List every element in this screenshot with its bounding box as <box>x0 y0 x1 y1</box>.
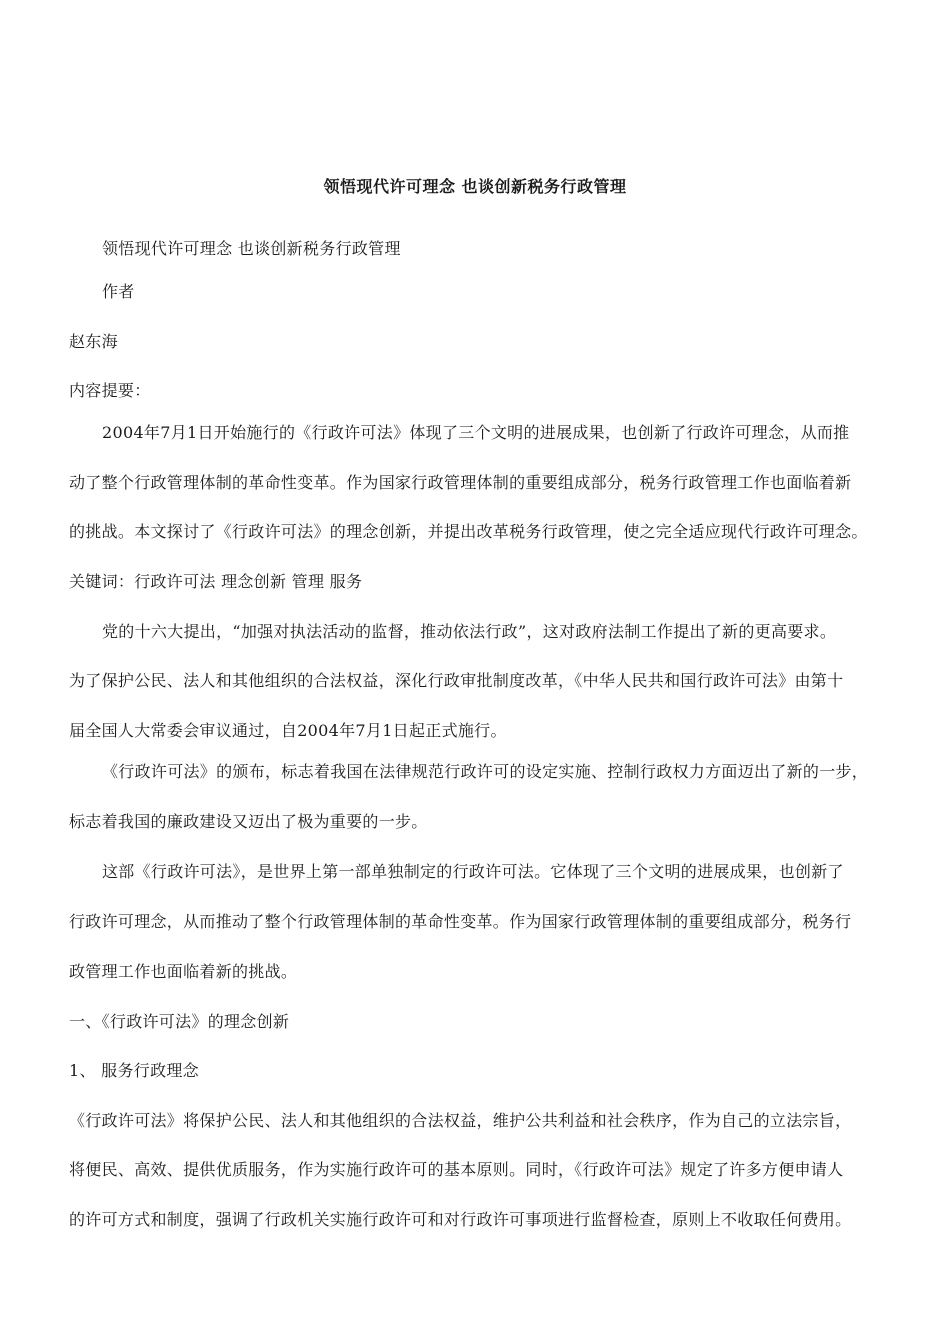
keywords-line: 关键词：行政许可法 理念创新 管理 服务 <box>69 572 363 591</box>
paragraph-line: 将便民、高效、提供优质服务，作为实施行政许可的基本原则。同时，《行政许可法》规定了许多方便申请人 <box>69 1160 844 1179</box>
abstract-label: 内容提要： <box>69 381 151 400</box>
subsection-heading: 1、 服务行政理念 <box>69 1061 199 1080</box>
paragraph-line: 的许可方式和制度，强调了行政机关实施行政许可和对行政许可事项进行监督检查，原则上不收取任何费用。 <box>69 1210 852 1229</box>
paragraph-line: 《行政许可法》的颁布，标志着我国在法律规范行政许可的设定实施、控制行政权力方面迈出了新的一步， <box>102 762 869 781</box>
document-subtitle: 领悟现代许可理念 也谈创新税务行政管理 <box>102 239 401 258</box>
paragraph-line: 届全国人大常委会审议通过，自2004年7月1日起正式施行。 <box>69 721 507 740</box>
paragraph-line: 为了保护公民、法人和其他组织的合法权益，深化行政审批制度改革，《中华人民共和国行政许可法》由第十 <box>69 671 844 690</box>
paragraph-line: 《行政许可法》将保护公民、法人和其他组织的合法权益，维护公共利益和社会秩序，作为自己的立法宗旨， <box>69 1111 852 1130</box>
paragraph-line: 党的十六大提出，“加强对执法活动的监督，推动依法行政”，这对政府法制工作提出了新的更高要求。 <box>102 622 837 641</box>
author-label: 作者 <box>102 282 135 301</box>
paragraph-line: 标志着我国的廉政建设又迈出了极为重要的一步。 <box>69 812 428 831</box>
document-title: 领悟现代许可理念 也谈创新税务行政管理 <box>323 177 627 196</box>
paragraph-line: 政管理工作也面临着新的挑战。 <box>69 962 298 981</box>
author-name: 赵东海 <box>69 332 118 351</box>
section-heading: 一、《行政许可法》的理念创新 <box>69 1012 290 1031</box>
abstract-line: 2004年7月1日开始施行的《行政许可法》体现了三个文明的进展成果，也创新了行政许可理念，从而推 <box>102 423 850 442</box>
abstract-line: 的挑战。本文探讨了《行政许可法》的理念创新，并提出改革税务行政管理，使之完全适应现代行政许可理念。 <box>69 522 868 541</box>
paragraph-line: 这部《行政许可法》，是世界上第一部单独制定的行政许可法。它体现了三个文明的进展成果，也创新了 <box>102 862 844 881</box>
paragraph-line: 行政许可理念，从而推动了整个行政管理体制的革命性变革。作为国家行政管理体制的重要组成部分，税务行 <box>69 912 852 931</box>
abstract-line: 动了整个行政管理体制的革命性变革。作为国家行政管理体制的重要组成部分，税务行政管理工作也面临着新 <box>69 473 852 492</box>
